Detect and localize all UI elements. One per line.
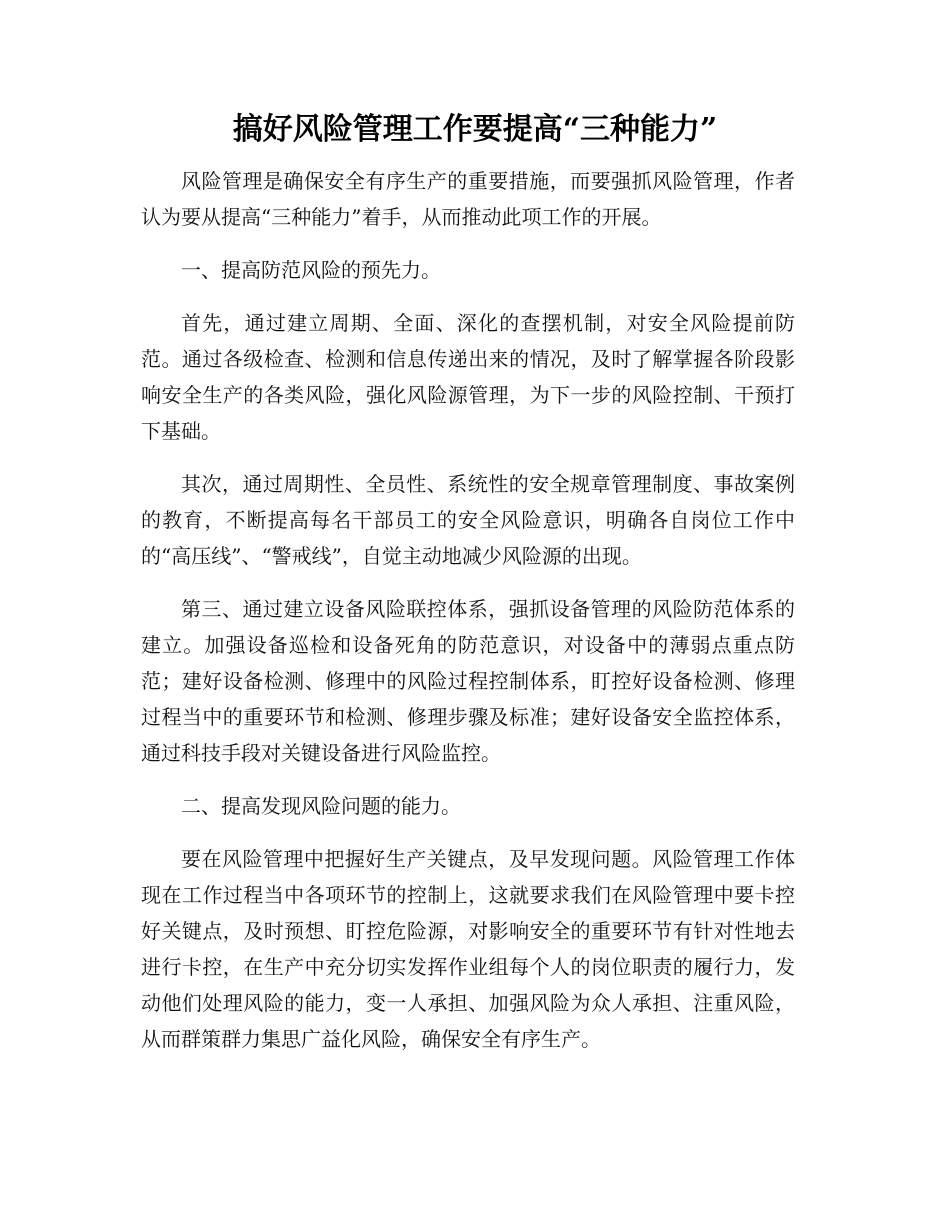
document-body: [141, 163, 795, 1074]
paragraph-key-points: 要在风险管理中把握好生产关键点，及早发现问题。风险管理工作体现在工作过程当中各项环节的控制上，这就要求我们在风险管理中要卡控好关键点，及时预想、盯控危险源，对影响安全的重要环节有针对性地去进行卡控，在生产中充分切实发挥作业组每个人的岗位职责的履行力，发动他们处理风险的能力，变一人承担、加强风险为众人承担、注重风险，从而群策群力集思广益化风险，确保安全有序生产。: [141, 847, 795, 1051]
section-heading-1: 一、提高防范风险的预先力。: [181, 258, 441, 282]
section-heading-2: 二、提高发现风险问题的能力。: [181, 794, 461, 818]
paragraph-intro: 风险管理是确保安全有序生产的重要措施，而要强抓风险管理，作者认为要从提高“三种能力”着手，从而推动此项工作的开展。: [141, 169, 795, 229]
document-title: 搞好风险管理工作要提高“三种能力”: [232, 112, 718, 147]
paragraph-third: 第三、通过建立设备风险联控体系，强抓设备管理的风险防范体系的建立。加强设备巡检和设备死角的防范意识，对设备中的薄弱点重点防范；建好设备检测、修理中的风险过程控制体系，盯控好设备检测、修理过程当中的重要环节和检测、修理步骤及标准；建好设备安全监控体系，通过科技手段对关键设备进行风险监控。: [141, 597, 795, 765]
paragraph-second: 其次，通过周期性、全员性、系统性的安全规章管理制度、事故案例的教育，不断提高每名干部员工的安全风险意识，明确各自岗位工作中的“高压线”、“警戒线”，自觉主动地减少风险源的出现。: [141, 472, 795, 568]
paragraph-first: 首先，通过建立周期、全面、深化的查摆机制，对安全风险提前防范。通过各级检查、检测和信息传递出来的情况，及时了解掌握各阶段影响安全生产的各类风险，强化风险源管理，为下一步的风险控制、干预打下基础。: [141, 311, 795, 443]
